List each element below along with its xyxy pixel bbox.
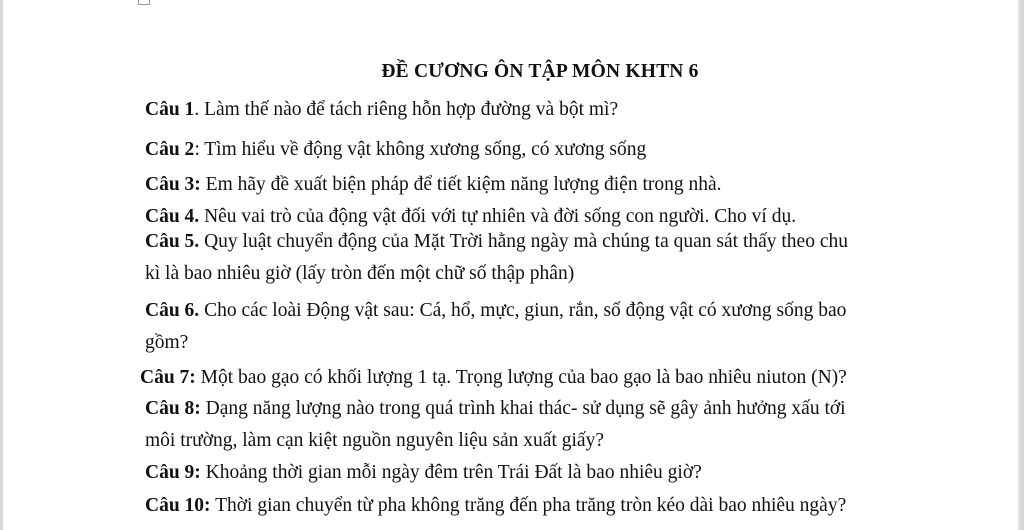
question-text: Tìm hiểu về động vật không xương sống, có xương sống	[199, 139, 647, 160]
question-text-continued: gồm?	[145, 332, 189, 353]
question-separator: .	[194, 99, 200, 120]
question-8	[145, 393, 846, 457]
question-text: Quy luật chuyển động của Mặt Trời hằng ngày mà chúng ta quan sát thấy theo chu	[199, 231, 848, 252]
question-5	[145, 226, 848, 290]
question-1	[145, 94, 618, 126]
document-title: ĐỀ CƯƠNG ÔN TẬP MÔN KHTN 6	[381, 61, 699, 82]
question-text: Cho các loài Động vật sau: Cá, hổ, mực, giun, rắn, số động vật có xương sống bao	[199, 300, 847, 321]
question-number: Câu 7:	[140, 367, 196, 388]
question-number: Câu 5.	[145, 231, 200, 252]
question-9	[145, 457, 702, 489]
question-text: Khoảng thời gian mỗi ngày đêm trên Trái Đất là bao nhiêu giờ?	[200, 462, 702, 483]
question-number: Câu 10:	[145, 495, 211, 516]
question-2	[145, 134, 646, 166]
question-3	[145, 169, 722, 201]
question-10	[145, 490, 846, 522]
text-boundary-mark	[138, 0, 150, 5]
question-text-continued: môi trường, làm cạn kiệt nguồn nguyên liệu sản xuất giấy?	[145, 430, 604, 451]
question-text: Làm thế nào để tách riêng hỗn hợp đường và bột mì?	[199, 99, 619, 120]
question-text: Dạng năng lượng nào trong quá trình khai thác- sử dụng sẽ gây ảnh hưởng xấu tới	[200, 398, 846, 419]
question-separator: :	[194, 139, 200, 160]
question-number: Câu 4.	[145, 206, 200, 227]
question-number: Câu 1	[145, 99, 195, 120]
question-number: Câu 9:	[145, 462, 201, 483]
question-text: Em hãy đề xuất biện pháp để tiết kiệm năng lượng điện trong nhà.	[200, 174, 722, 195]
question-text: Một bao gạo có khối lượng 1 tạ. Trọng lượng của bao gạo là bao nhiêu niuton (N)?	[195, 367, 847, 388]
question-number: Câu 3:	[145, 174, 201, 195]
question-6	[145, 295, 846, 359]
question-number: Câu 2	[145, 139, 195, 160]
question-7	[140, 362, 847, 394]
question-text: Thời gian chuyển từ pha không trăng đến pha trăng tròn kéo dài bao nhiêu ngày?	[210, 495, 847, 516]
question-text-continued: kì là bao nhiêu giờ (lấy tròn đến một chữ số thập phân)	[145, 263, 575, 284]
question-number: Câu 6.	[145, 300, 200, 321]
question-number: Câu 8:	[145, 398, 201, 419]
question-text: Nêu vai trò của động vật đối với tự nhiên và đời sống con người. Cho ví dụ.	[199, 206, 797, 227]
